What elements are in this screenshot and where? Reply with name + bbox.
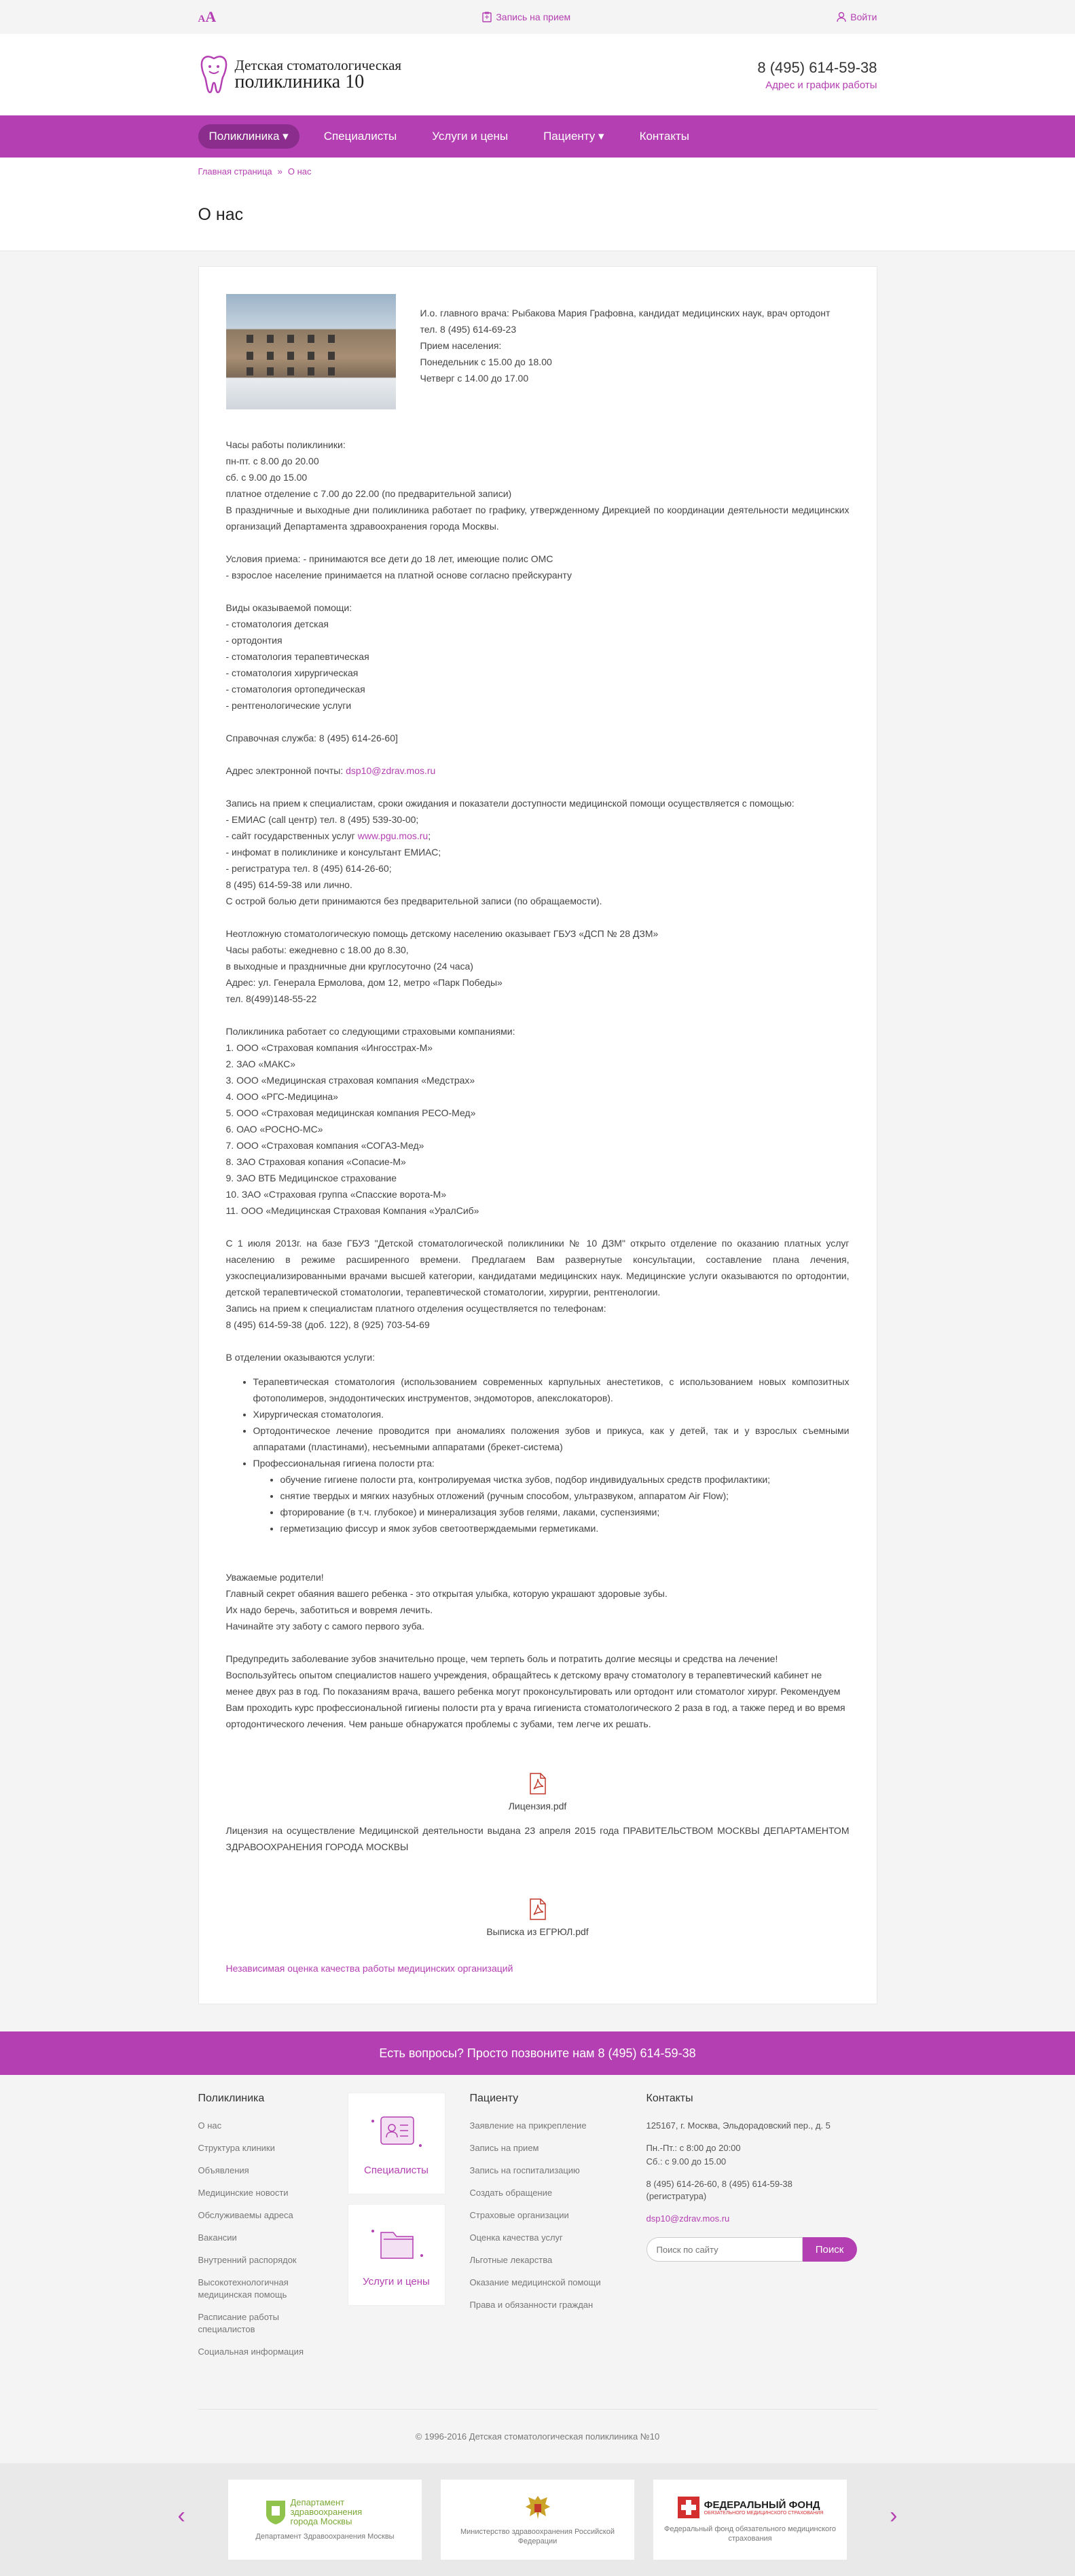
content-card [198, 266, 877, 2004]
footer-link[interactable]: Льготные лекарства [469, 2255, 553, 2265]
breadcrumb-home[interactable]: Главная страница [198, 166, 272, 177]
pdf-icon [528, 1773, 547, 1795]
footer-link[interactable]: Вакансии [198, 2232, 237, 2243]
footer-col-contacts: Контакты 125167, г. Москва, Эльдорадовский пер., д. 5 Пн.-Пт.: с 8:00 до 20:00 Сб.: с 9.00 до 15.00 8 (495) 614-26-60, 8 (495) 614-59-38 (регистратура) dsp10@zdrav.mos.ru Поиск по сайту Поиск [646, 2093, 877, 2368]
list-item: • Ортодонтическое лечение проводится при аномалиях положения зубов и прикуса, как у детей, так и у взрослых съемными аппаратами (пластинами), несъемными аппаратами (брекет-система) [253, 1422, 850, 1455]
moscow-health-logo: Департамент здравоохранения города Москвы [265, 2498, 386, 2526]
folder-icon [366, 2223, 427, 2266]
logo-line-2: поликлиника 10 [234, 71, 365, 92]
footer-link[interactable]: Права и обязанности граждан [469, 2300, 594, 2310]
footer-tiles [348, 2093, 456, 2368]
specialists-icon [366, 2112, 427, 2155]
list-item: • обучение гигиене полости рта, контролируемая чистка зубов, подбор индивидуальных средств профилактики; [280, 1471, 850, 1488]
tile-services[interactable]: Услуги и цены [348, 2204, 445, 2306]
clipboard-icon [482, 12, 492, 22]
list-item: • Хирургическая стоматология. [253, 1406, 850, 1422]
site-footer [0, 2075, 1075, 2463]
working-hours: Часы работы поликлиники: пн-пт. с 8.00 до 20.00 сб. с 9.00 до 15.00 платное отделение с 7.00 до 22.00 (по предварительной записи) В праздничные и выходные дни поликлиника работает по графику, утвержденному Дирекцией по координации деятельности медицинских организаций Департамента здравоохранения города Москвы. [225, 439, 850, 532]
copyright: © 1996-2016 Детская стоматологическая поликлиника №10 [198, 2409, 877, 2463]
search-input[interactable] [646, 2237, 803, 2262]
call-banner: Есть вопросы? Просто позвоните нам 8 (495) 614-59-38 [0, 2031, 1075, 2075]
nav-item-contacts[interactable]: Контакты [639, 130, 689, 143]
intro-block [226, 294, 850, 409]
list-item: • Профессиональная гигиена полости рта: • обучение гигиене полости рта, контролируемая чистка зубов, подбор индивидуальных средств профилактики; • снятие твердых и мягких назубных отложений (ручным способом, ультразвуком, аппаратом Air Flow); • фторирование (в т.ч. глубокое) и минерализация зубов гелями, лаками, суспензиями; • герметизацию фиссур и ямок зубов светоотверждаемыми герметиками. [253, 1455, 850, 1537]
footer-col-polyclinic: Поликлиника О нас Структура клиники Объявления Медицинские новости Обслуживаемы адреса Вакансии Внутренний распорядок Высокотехнологичная медицинская помощь Расписание работы специалистов Социальная информация [198, 2093, 334, 2368]
breadcrumb [0, 158, 1075, 185]
paid-department: С 1 июля 2013г. на базе ГБУЗ "Детской стоматологической поликлиники № 10 ДЗМ" открыто отделение по оказанию платных услуг населению в режиме расширенного времени. Предлагаем Вам развернутые консультации, составление плана лечения, узкоспециализированными врачами высшей категории, кандидатами медицинских наук. Медицинские услуги оказываются по ортодонтии, детской терапевтической стоматологии, терапевтической стоматологии, хирургии, рентгенологии. Запись на прием к специалистам платного отделения осуществляется по телефонам: 8 (495) 614-59-38 (доб. 122), 8 (925) 703-54-69 [225, 1238, 850, 1330]
footer-link[interactable]: Запись на госпитализацию [469, 2165, 580, 2175]
site-logo[interactable] [198, 54, 402, 95]
footer-link[interactable]: Объявления [198, 2165, 249, 2175]
prevention-note: Предупредить заболевание зубов значительно проще, чем терпеть боль и потратить долгие месяцы и средства на лечение! Воспользуйтесь опытом специалистов нашего учреждения, обращайтесь к детскому врачу стоматологу в терапевтический кабинет не менее двух раз в год. По показаниям врача, вашего ребенка могут проконсультировать или ортодонт или стоматолог хирург. Рекомендуем Вам проходить курс профессиональной гигиены полости рта у врача гигиениста стоматологического 2 раза в год, а также перед и во время ортодонтического лечения. Чем раньше обнаружатся проблемы с зубами, тем легче их решать. [225, 1653, 845, 1729]
building-photo [226, 294, 396, 409]
footer-address: 125167, г. Москва, Эльдорадовский пер., д. 5 [646, 2120, 831, 2131]
title-bar [0, 185, 1075, 251]
admission-conditions: Условия приема: - принимаются все дети до 18 лет, имеющие полис ОМС - взрослое население принимается на платной основе согласно прейскуранту [225, 553, 572, 581]
footer-link[interactable]: Страховые организации [469, 2210, 569, 2220]
services-list [253, 1374, 850, 1537]
list-item: • фторирование (в т.ч. глубокое) и минерализация зубов гелями, лаками, суспензиями; [280, 1504, 850, 1520]
nav-item-polyclinic[interactable]: Поликлиника ▾ [198, 124, 299, 149]
footer-email-link[interactable]: dsp10@zdrav.mos.ru [646, 2213, 730, 2224]
main-nav [0, 115, 1075, 158]
footer-link[interactable]: Оказание медицинской помощи [469, 2277, 601, 2287]
nav-item-specialists[interactable]: Специалисты [323, 130, 397, 143]
list-item: • Терапевтическая стоматология (использованием современных карпульных анестетиков, с использованием новых композитных фотополимеров, эндодонтических инструментов, эндомоторов, апекслокаторов). [253, 1374, 850, 1406]
partners-strip [0, 2463, 1075, 2576]
site-header [0, 34, 1075, 115]
header-phone[interactable]: 8 (495) 614-59-38 [757, 58, 877, 76]
pdf-icon [528, 1898, 547, 1920]
license-pdf[interactable]: Лицензия.pdf [226, 1773, 850, 1811]
license-text: Лицензия на осуществление Медицинской деятельности выдана 23 апреля 2015 года ПРАВИТЕЛЬСТВОМ МОСКВЫ ДЕПАРТАМЕНТОМ ЗДРАВООХРАНЕНИЯ ГОРОДА МОСКВЫ [225, 1825, 850, 1852]
appointment-link[interactable]: Запись на прием [482, 12, 570, 22]
footer-link[interactable]: Высокотехнологичная медицинская помощь [198, 2277, 289, 2300]
egrul-pdf[interactable]: Выписка из ЕГРЮЛ.pdf [226, 1898, 850, 1937]
list-item: • снятие твердых и мягких назубных отложений (ручным способом, ультразвуком, аппаратом Air Flow); [280, 1488, 850, 1504]
font-size-toggle[interactable]: AA [198, 8, 217, 25]
footer-col-patient: Пациенту Заявление на прикрепление Запись на прием Запись на госпитализацию Создать обращение Страховые организации Оценка качества услуг Льготные лекарства Оказание медицинской помощи Права и обязанности граждан [470, 2093, 633, 2368]
footer-hours-weekdays: Пн.-Пт.: с 8:00 до 20:00 [646, 2143, 741, 2153]
partner-foms[interactable]: ФЕДЕРАЛЬНЫЙ ФОНД ОБЯЗАТЕЛЬНОГО МЕДИЦИНСКОГО СТРАХОВАНИЯ Федеральный фонд обязательного медицинского страхования [653, 2480, 847, 2560]
breadcrumb-current[interactable]: О нас [287, 166, 312, 177]
chevron-right-icon[interactable]: › [890, 2503, 898, 2528]
chevron-left-icon[interactable]: ‹ [177, 2503, 185, 2528]
email-block: Адрес электронной почты: dsp10@zdrav.mos.ru [225, 765, 436, 776]
moscow-coat-icon [265, 2499, 287, 2525]
address-schedule-link[interactable]: Адрес и график работы [765, 79, 877, 91]
email-link[interactable]: dsp10@zdrav.mos.ru [346, 765, 436, 776]
footer-link[interactable]: Обслуживаемы адреса [198, 2210, 293, 2220]
services-section: В отделении оказываются услуги: • Терапевтическая стоматология (использованием современных карпульных анестетиков, с использованием новых композитных фотополимеров, эндодонтических инструментов, эндомоторов, апекслокаторов). • Хирургическая стоматология. • Ортодонтическое лечение проводится при аномалиях положения зубов и прикуса, как у детей, так и у взрослых съемными аппаратами (пластинами), несъемными аппаратами (брекет-система) • Профессиональная гигиена полости рта: • обучение гигиене полости рта, контролируемая чистка зубов, подбор индивидуальных средств профилактики; • снятие твердых и мягких назубных отложений (ручным способом, ультразвуком, аппаратом Air Flow); • фторирование (в т.ч. глубокое) и минерализация зубов гелями, лаками, суспензиями; • герметизацию фиссур и ямок зубов светоотверждаемыми герметиками. [226, 1349, 850, 1537]
help-types: Виды оказываемой помощи: - стоматология детская - ортодонтия - стоматология терапевтическая - стоматология хирургическая - стоматология ортопедическая - рентгенологические услуги [225, 602, 369, 711]
quality-assessment-link[interactable]: Независимая оценка качества работы медицинских организаций [225, 1963, 513, 1974]
footer-phones: 8 (495) 614-26-60, 8 (495) 614-59-38 (регистратура) [646, 2179, 792, 2201]
appointment-info: Запись на прием к специалистам, сроки ожидания и показатели доступности медицинской помощи осуществляется с помощью: - ЕМИАС (call центр) тел. 8 (495) 539-30-00; - сайт государственных услуг www.pgu.mos.ru; - инфомат в поликлинике и консультант ЕМИАС; - регистратура тел. 8 (495) 614-26-60; 8 (495) 614-59-38 или лично. С острой болью дети принимаются без предварительной записи (по обращаемости). [225, 798, 795, 906]
info-service: Справочная служба: 8 (495) 614-26-60] [225, 733, 398, 743]
footer-link[interactable]: Создать обращение [469, 2188, 553, 2198]
top-bar [0, 0, 1075, 34]
medical-cross-icon [677, 2496, 700, 2519]
breadcrumb-separator: » [277, 166, 283, 177]
footer-link[interactable]: Медицинские новости [198, 2188, 289, 2198]
list-item: • герметизацию фиссур и ямок зубов светоотверждаемыми герметиками. [280, 1520, 850, 1537]
insurance-list: Поликлиника работает со следующими страховыми компаниями: 1. ООО «Страховая компания «Ингосстрах-М» 2. ЗАО «МАКС» 3. ООО «Медицинская страховая компания «Медстрах» 4. ООО «РГС-Медицина» 5. ООО «Страховая медицинская компания РЕСО-Мед» 6. ОАО «РОСНО-МС» 7. ООО «Страховая компания «СОГАЗ-Мед» 8. ЗАО Страховая копания «Сопасие-М» 9. ЗАО ВТБ Медицинское страхование 10. ЗАО «Страховая группа «Спасские ворота-М» 11. ООО «Медицинская Страховая Компания «УралСиб» [225, 1026, 515, 1216]
footer-link[interactable]: Расписание работы специалистов [198, 2312, 279, 2334]
footer-link[interactable]: Заявление на прикрепление [469, 2120, 587, 2131]
search-button[interactable]: Поиск [803, 2237, 857, 2262]
footer-link[interactable]: Социальная информация [198, 2347, 304, 2357]
foms-logo: ФЕДЕРАЛЬНЫЙ ФОНД ОБЯЗАТЕЛЬНОГО МЕДИЦИНСКОГО СТРАХОВАНИЯ [677, 2496, 824, 2519]
footer-link[interactable]: Оценка качества услуг [469, 2232, 563, 2243]
tile-specialists[interactable]: Специалисты [348, 2093, 445, 2194]
footer-hours-saturday: Сб.: с 9.00 до 15.00 [646, 2156, 727, 2167]
logo-line-1: Детская стоматологическая [234, 57, 402, 73]
page-title: О нас [198, 205, 244, 224]
hygiene-list [280, 1471, 850, 1537]
parents-note: Уважаемые родители! Главный секрет обаяния вашего ребенка - это открытая улыбка, которую украшают здоровые зубы. Их надо беречь, заботиться и вовремя лечить. Начинайте эту заботу с самого первого зуба. [225, 1572, 668, 1632]
footer-link[interactable]: Внутренний распорядок [198, 2255, 297, 2265]
gosuslugi-link[interactable]: www.pgu.mos.ru [357, 830, 429, 841]
user-icon [837, 12, 846, 22]
login-link[interactable]: Войти [837, 12, 877, 22]
urgent-care: Неотложную стоматологическую помощь детскому населению оказывает ГБУЗ «ДСП № 28 ДЗМ» Часы работы: ежедневно с 18.00 до 8.30, в выходные и праздничные дни круглосуточно (24 часа) Адрес: ул. Генерала Ермолова, дом 12, метро «Парк Победы» тел. 8(499)148-55-22 [225, 928, 659, 1004]
chief-doctor-info: И.о. главного врача: Рыбакова Мария Графовна, кандидат медицинских наук, врач ортодонт тел. 8 (495) 614-69-23 Прием населения: Понедельник с 15.00 до 18.00 Четверг с 14.00 до 17.00 [420, 308, 831, 384]
site-search [646, 2237, 877, 2262]
eagle-emblem-icon [524, 2493, 551, 2522]
footer-link[interactable]: О нас [198, 2120, 222, 2131]
tooth-logo-icon [198, 54, 230, 95]
nav-item-patient[interactable]: Пациенту ▾ [543, 130, 604, 143]
nav-item-services[interactable]: Услуги и цены [432, 130, 509, 143]
header-contacts [757, 59, 877, 91]
partner-ministry[interactable]: Министерство здравоохранения Российской Федерации [441, 2480, 634, 2560]
footer-link[interactable]: Запись на прием [469, 2143, 539, 2153]
partner-moscow-health[interactable]: Департамент здравоохранения города Москвы Департамент Здравоохранения Москвы [228, 2480, 422, 2560]
footer-link[interactable]: Структура клиники [198, 2143, 275, 2153]
